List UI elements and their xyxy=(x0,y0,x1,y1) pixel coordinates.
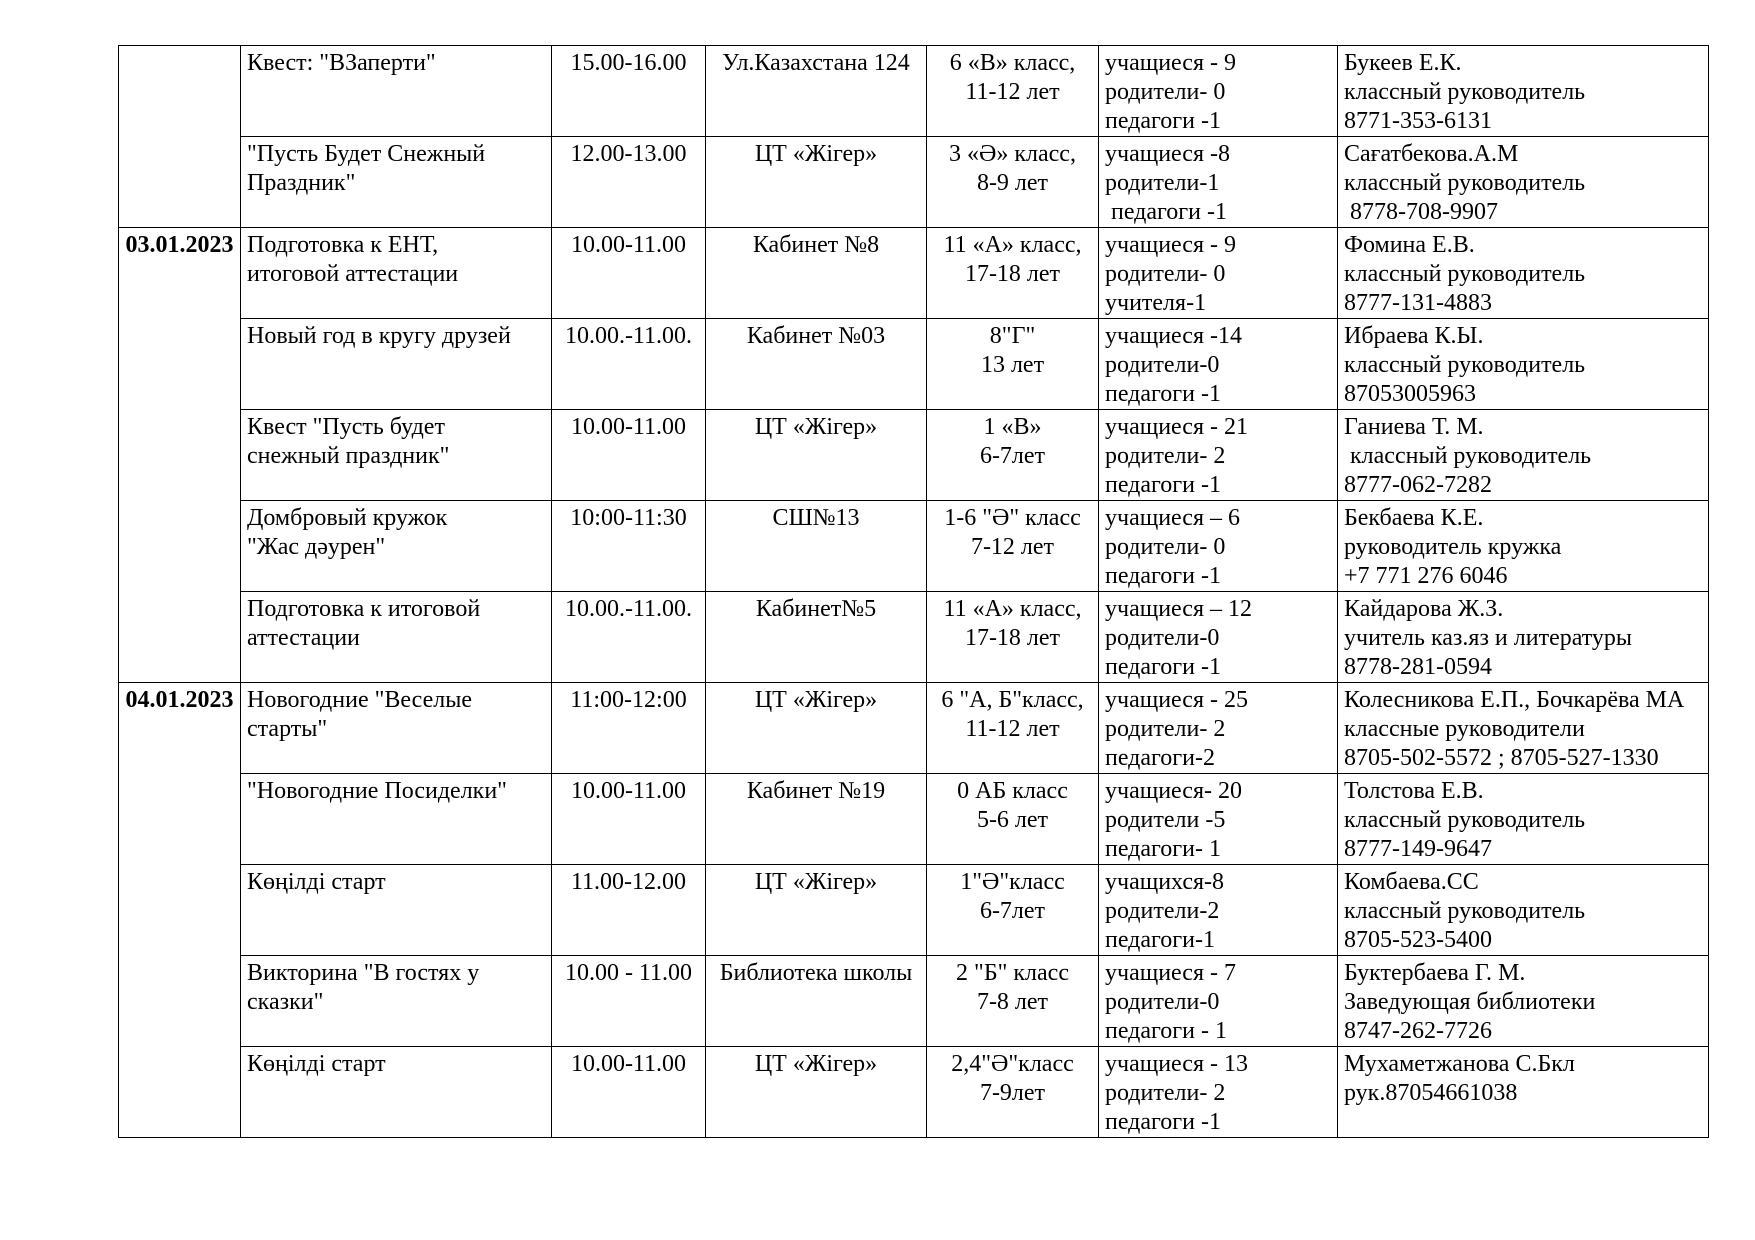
participants-cell-line: родители- 0 xyxy=(1105,79,1226,105)
time-cell xyxy=(552,774,706,865)
place-cell-text: СШ№13 xyxy=(772,505,860,531)
participants-cell-line: учащиеся - 9 xyxy=(1105,50,1236,76)
time-cell-text: 11:00-12:00 xyxy=(570,687,687,713)
event-cell-line: Көңілді старт xyxy=(247,1051,386,1077)
group-cell-line: 11 «А» класс, xyxy=(943,232,1082,258)
participants-cell-line: родители-0 xyxy=(1105,989,1220,1015)
group-cell xyxy=(927,319,1099,410)
group-cell-line: 6-7лет xyxy=(979,443,1046,469)
participants-cell-line: учащиеся - 9 xyxy=(1105,232,1236,258)
time-cell-text: 10.00-11.00 xyxy=(570,414,687,440)
place-cell xyxy=(706,683,927,774)
participants-cell xyxy=(1099,228,1338,319)
event-cell-line: Домбровый кружок xyxy=(247,505,448,531)
group-cell-line: 11-12 лет xyxy=(965,79,1060,105)
participants-cell-line: педагоги- 1 xyxy=(1105,836,1221,862)
participants-cell-line: родители-1 xyxy=(1105,170,1220,196)
event-cell xyxy=(241,865,552,956)
event-cell-line: Көңілді старт xyxy=(247,869,386,895)
participants-cell xyxy=(1099,501,1338,592)
responsible-cell-line: классный руководитель xyxy=(1344,807,1586,833)
place-cell xyxy=(706,956,927,1047)
responsible-cell-line: 8705-523-5400 xyxy=(1344,927,1492,953)
time-cell-text: 11.00-12.00 xyxy=(570,869,687,895)
place-cell xyxy=(706,774,927,865)
responsible-cell-line: классные руководители xyxy=(1344,716,1585,742)
event-cell-line: Новогодние "Веселые xyxy=(247,687,473,713)
participants-cell-line: родители-0 xyxy=(1105,352,1220,378)
participants-cell-line: учащиеся - 7 xyxy=(1105,960,1236,986)
participants-cell-line: педагоги-2 xyxy=(1105,745,1215,771)
responsible-cell xyxy=(1338,46,1709,137)
event-cell xyxy=(241,592,552,683)
place-cell xyxy=(706,319,927,410)
participants-cell xyxy=(1099,592,1338,683)
table-row xyxy=(119,410,1709,501)
group-cell-line: 0 АБ класс xyxy=(957,778,1068,804)
date-cell-text: 04.01.2023 xyxy=(125,687,234,713)
event-cell-line: "Новогодние Посиделки" xyxy=(247,778,507,804)
responsible-cell-line: Колесникова Е.П., Бочкарёва МА xyxy=(1344,687,1685,713)
time-cell-text: 12.00-13.00 xyxy=(570,141,687,167)
group-cell xyxy=(927,774,1099,865)
participants-cell xyxy=(1099,865,1338,956)
responsible-cell-line: классный руководитель xyxy=(1344,170,1586,196)
participants-cell-line: педагоги -1 xyxy=(1105,1109,1221,1135)
event-cell-line: "Пусть Будет Снежный xyxy=(247,141,486,167)
participants-cell xyxy=(1099,46,1338,137)
responsible-cell-line: Толстова Е.В. xyxy=(1344,778,1484,804)
event-cell-line: Подготовка к итоговой xyxy=(247,596,481,622)
participants-cell-line: родители- 0 xyxy=(1105,261,1226,287)
place-cell-text: Кабинет №03 xyxy=(746,323,886,349)
participants-cell-line: педагоги -1 xyxy=(1105,199,1227,225)
participants-cell-line: учащиеся -8 xyxy=(1105,141,1230,167)
responsible-cell-line: 8778-281-0594 xyxy=(1344,654,1492,680)
group-cell-line: 7-9лет xyxy=(979,1080,1046,1106)
time-cell xyxy=(552,319,706,410)
responsible-cell-line: 8747-262-7726 xyxy=(1344,1018,1492,1044)
group-cell-line: 17-18 лет xyxy=(964,625,1061,651)
participants-cell-line: педагоги -1 xyxy=(1105,654,1221,680)
participants-cell-line: родители-0 xyxy=(1105,625,1220,651)
responsible-cell xyxy=(1338,410,1709,501)
group-cell xyxy=(927,592,1099,683)
time-cell-text: 10.00-11.00 xyxy=(570,232,687,258)
group-cell-line: 1"Ә"класс xyxy=(960,869,1065,895)
participants-cell-line: учителя-1 xyxy=(1105,290,1207,316)
table-row xyxy=(119,592,1709,683)
time-cell xyxy=(552,410,706,501)
time-cell xyxy=(552,956,706,1047)
responsible-cell xyxy=(1338,592,1709,683)
time-cell xyxy=(552,1047,706,1138)
event-cell-line: Новый год в кругу друзей xyxy=(247,323,511,349)
responsible-cell xyxy=(1338,865,1709,956)
group-cell xyxy=(927,137,1099,228)
time-cell xyxy=(552,683,706,774)
responsible-cell-line: Ибраева К.Ы. xyxy=(1344,323,1484,349)
place-cell-text: ЦТ «Жігер» xyxy=(754,869,878,895)
participants-cell-line: родители- 0 xyxy=(1105,534,1226,560)
event-cell-line: Подготовка к ЕНТ, xyxy=(247,232,439,258)
group-cell xyxy=(927,410,1099,501)
table-row xyxy=(119,501,1709,592)
time-cell xyxy=(552,501,706,592)
responsible-cell-line: 87053005963 xyxy=(1344,381,1476,407)
time-cell-text: 15.00-16.00 xyxy=(570,50,687,76)
participants-cell xyxy=(1099,683,1338,774)
date-cell xyxy=(119,683,241,1138)
event-cell xyxy=(241,410,552,501)
group-cell-line: 5-6 лет xyxy=(976,807,1049,833)
group-cell-line: 8"Г" xyxy=(989,323,1036,349)
responsible-cell-line: 8777-149-9647 xyxy=(1344,836,1492,862)
participants-cell-line: педагоги-1 xyxy=(1105,927,1215,953)
responsible-cell-line: классный руководитель xyxy=(1344,443,1592,469)
time-cell xyxy=(552,137,706,228)
event-cell xyxy=(241,137,552,228)
responsible-cell-line: классный руководитель xyxy=(1344,352,1586,378)
responsible-cell-line: классный руководитель xyxy=(1344,261,1586,287)
group-cell xyxy=(927,1047,1099,1138)
event-cell-line: итоговой аттестации xyxy=(247,261,459,287)
participants-cell-line: учащиеся - 13 xyxy=(1105,1051,1248,1077)
participants-cell-line: учащиеся - 21 xyxy=(1105,414,1248,440)
place-cell xyxy=(706,228,927,319)
responsible-cell xyxy=(1338,501,1709,592)
participants-cell-line: учащиеся -14 xyxy=(1105,323,1242,349)
event-cell-line: Квест: "ВЗаперти" xyxy=(247,50,436,76)
group-cell xyxy=(927,956,1099,1047)
event-cell-line: Праздник" xyxy=(247,170,356,196)
event-cell xyxy=(241,683,552,774)
responsible-cell-line: Комбаева.СС xyxy=(1344,869,1479,895)
place-cell-text: Ул.Казахстана 124 xyxy=(722,50,910,76)
group-cell-line: 13 лет xyxy=(980,352,1045,378)
responsible-cell xyxy=(1338,683,1709,774)
time-cell xyxy=(552,865,706,956)
participants-cell-line: педагоги -1 xyxy=(1105,108,1221,134)
event-cell-line: сказки" xyxy=(247,989,324,1015)
responsible-cell-line: Заведующая библиотеки xyxy=(1344,989,1596,1015)
participants-cell xyxy=(1099,410,1338,501)
time-cell-text: 10.00.-11.00. xyxy=(564,596,693,622)
group-cell xyxy=(927,46,1099,137)
group-cell-line: 8-9 лет xyxy=(976,170,1049,196)
table-row xyxy=(119,956,1709,1047)
event-cell-line: Квест "Пусть будет xyxy=(247,414,445,440)
group-cell-line: 2,4"Ә"класс xyxy=(951,1051,1074,1077)
event-cell xyxy=(241,774,552,865)
responsible-cell-line: 8705-502-5572 ; 8705-527-1330 xyxy=(1344,745,1659,771)
group-cell-line: 3 «Ә» класс, xyxy=(949,141,1076,167)
event-cell-line: старты" xyxy=(247,716,328,742)
responsible-cell-line: рук.87054661038 xyxy=(1344,1080,1518,1106)
responsible-cell-line: 8777-131-4883 xyxy=(1344,290,1492,316)
responsible-cell-line: Буктербаева Г. М. xyxy=(1344,960,1526,986)
responsible-cell-line: Фомина Е.В. xyxy=(1344,232,1475,258)
group-cell xyxy=(927,228,1099,319)
event-cell xyxy=(241,1047,552,1138)
group-cell xyxy=(927,683,1099,774)
participants-cell-line: педагоги -1 xyxy=(1105,563,1221,589)
place-cell xyxy=(706,137,927,228)
participants-cell-line: педагоги - 1 xyxy=(1105,1018,1227,1044)
responsible-cell-line: 8777-062-7282 xyxy=(1344,472,1492,498)
place-cell-text: Кабинет №8 xyxy=(752,232,880,258)
responsible-cell-line: Кайдарова Ж.З. xyxy=(1344,596,1504,622)
participants-cell-line: учащихся-8 xyxy=(1105,869,1225,895)
event-cell-line: Викторина "В гостях у xyxy=(247,960,480,986)
participants-cell-line: родители -5 xyxy=(1105,807,1226,833)
responsible-cell xyxy=(1338,956,1709,1047)
group-cell-line: 6-7лет xyxy=(979,898,1046,924)
participants-cell xyxy=(1099,956,1338,1047)
schedule-table xyxy=(118,45,1709,1138)
participants-cell-line: учащиеся – 12 xyxy=(1105,596,1252,622)
group-cell xyxy=(927,501,1099,592)
group-cell-line: 6 "А, Б"класс, xyxy=(941,687,1084,713)
place-cell-text: ЦТ «Жігер» xyxy=(754,687,878,713)
responsible-cell xyxy=(1338,319,1709,410)
responsible-cell-line: классный руководитель xyxy=(1344,79,1586,105)
time-cell-text: 10:00-11:30 xyxy=(570,505,687,531)
table-row xyxy=(119,683,1709,774)
place-cell-text: Библиотека школы xyxy=(719,960,913,986)
date-cell xyxy=(119,228,241,683)
event-cell xyxy=(241,46,552,137)
place-cell xyxy=(706,46,927,137)
table-row xyxy=(119,319,1709,410)
date-cell-text: 03.01.2023 xyxy=(125,232,234,258)
responsible-cell-line: Мухаметжанова С.Бкл xyxy=(1344,1051,1575,1077)
participants-cell xyxy=(1099,137,1338,228)
place-cell xyxy=(706,410,927,501)
group-cell-line: 2 "Б" класс xyxy=(956,960,1069,986)
table-row xyxy=(119,774,1709,865)
participants-cell xyxy=(1099,774,1338,865)
responsible-cell xyxy=(1338,137,1709,228)
group-cell-line: 17-18 лет xyxy=(964,261,1061,287)
group-cell-line: 7-8 лет xyxy=(976,989,1049,1015)
participants-cell-line: родители- 2 xyxy=(1105,443,1226,469)
place-cell-text: Кабинет №19 xyxy=(746,778,886,804)
place-cell-text: Кабинет№5 xyxy=(755,596,877,622)
time-cell-text: 10.00.-11.00. xyxy=(564,323,693,349)
group-cell xyxy=(927,865,1099,956)
group-cell-line: 6 «В» класс, xyxy=(949,50,1076,76)
time-cell-text: 10.00 - 11.00 xyxy=(564,960,693,986)
place-cell xyxy=(706,865,927,956)
event-cell-line: аттестации xyxy=(247,625,360,651)
table-row xyxy=(119,46,1709,137)
place-cell xyxy=(706,592,927,683)
participants-cell-line: родители-2 xyxy=(1105,898,1220,924)
place-cell-text: ЦТ «Жігер» xyxy=(754,141,878,167)
responsible-cell-line: руководитель кружка xyxy=(1344,534,1562,560)
place-cell-text: ЦТ «Жігер» xyxy=(754,1051,878,1077)
responsible-cell xyxy=(1338,228,1709,319)
participants-cell-line: педагоги -1 xyxy=(1105,472,1221,498)
responsible-cell-line: Ганиева Т. М. xyxy=(1344,414,1484,440)
participants-cell-line: учащиеся – 6 xyxy=(1105,505,1240,531)
participants-cell xyxy=(1099,1047,1338,1138)
responsible-cell-line: 8778-708-9907 xyxy=(1344,199,1498,225)
place-cell xyxy=(706,1047,927,1138)
time-cell-text: 10.00-11.00 xyxy=(570,778,687,804)
time-cell xyxy=(552,592,706,683)
time-cell xyxy=(552,228,706,319)
responsible-cell-line: Бекбаева К.Е. xyxy=(1344,505,1484,531)
event-cell-line: снежный праздник" xyxy=(247,443,450,469)
group-cell-line: 7-12 лет xyxy=(970,534,1055,560)
time-cell xyxy=(552,46,706,137)
responsible-cell xyxy=(1338,1047,1709,1138)
responsible-cell-line: классный руководитель xyxy=(1344,898,1586,924)
participants-cell xyxy=(1099,319,1338,410)
group-cell-line: 1 «В» xyxy=(983,414,1042,440)
time-cell-text: 10.00-11.00 xyxy=(570,1051,687,1077)
responsible-cell-line: +7 771 276 6046 xyxy=(1344,563,1508,589)
participants-cell-line: родители- 2 xyxy=(1105,1080,1226,1106)
table-row xyxy=(119,228,1709,319)
responsible-cell xyxy=(1338,774,1709,865)
event-cell xyxy=(241,228,552,319)
table-row xyxy=(119,865,1709,956)
event-cell xyxy=(241,501,552,592)
group-cell-line: 11 «А» класс, xyxy=(943,596,1082,622)
responsible-cell-line: Букеев Е.К. xyxy=(1344,50,1462,76)
responsible-cell-line: учитель каз.яз и литературы xyxy=(1344,625,1633,651)
date-cell xyxy=(119,46,241,228)
participants-cell-line: родители- 2 xyxy=(1105,716,1226,742)
place-cell xyxy=(706,501,927,592)
event-cell xyxy=(241,319,552,410)
group-cell-line: 11-12 лет xyxy=(965,716,1060,742)
table-row xyxy=(119,1047,1709,1138)
place-cell-text: ЦТ «Жігер» xyxy=(754,414,878,440)
table-row xyxy=(119,137,1709,228)
participants-cell-line: учащиеся- 20 xyxy=(1105,778,1242,804)
event-cell xyxy=(241,956,552,1047)
responsible-cell-line: Сағатбекова.А.М xyxy=(1344,141,1519,167)
participants-cell-line: педагоги -1 xyxy=(1105,381,1221,407)
group-cell-line: 1-6 "Ә" класс xyxy=(944,505,1081,531)
event-cell-line: "Жас дәурен" xyxy=(247,534,386,560)
participants-cell-line: учащиеся - 25 xyxy=(1105,687,1248,713)
responsible-cell-line: 8771-353-6131 xyxy=(1344,108,1492,134)
